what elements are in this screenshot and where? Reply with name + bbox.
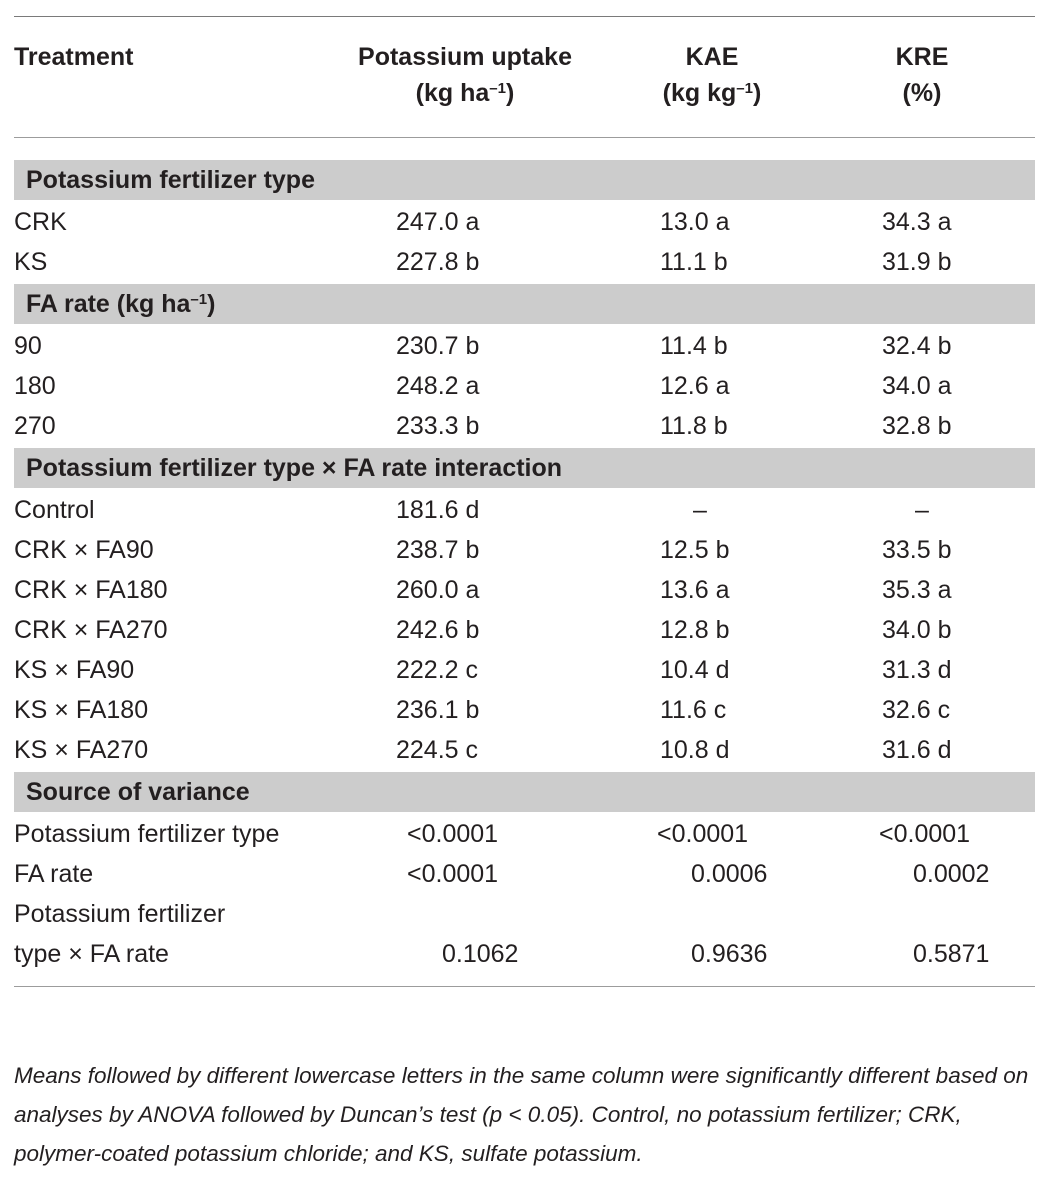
cell-treatment: FA rate	[14, 860, 94, 888]
table-header	[14, 17, 1035, 137]
table-row	[14, 894, 1035, 974]
cell-uptake: 236.1 b	[396, 696, 480, 724]
cell-uptake: 242.6 b	[396, 616, 480, 644]
cell-treatment: Control	[14, 496, 95, 524]
cell-kre: 32.4 b	[882, 332, 952, 360]
cell-kre: 32.8 b	[882, 412, 952, 440]
table-footnote: Means followed by different lowercase letters in the same column were significantly different based on analyses by ANOVA followed by Duncan’s test (p < 0.05). Control, no potassium fertilizer; CRK, polymer-coated potassium chloride; and KS, sulfate potassium.	[14, 1063, 1029, 1166]
cell-treatment: CRK × FA180	[14, 576, 168, 604]
table-row	[14, 854, 1035, 894]
cell-kre: –	[915, 496, 929, 524]
cell-treatment: KS × FA180	[14, 696, 149, 724]
interaction-rows	[14, 490, 1035, 770]
cell-treatment: CRK × FA90	[14, 536, 154, 564]
table-row	[14, 406, 1035, 446]
cell-kae: 0.0006	[691, 860, 768, 888]
fa-rows	[14, 326, 1035, 446]
cell-kae: 12.8 b	[660, 616, 730, 644]
table-row	[14, 530, 1035, 570]
row-kae: 0.9636	[691, 940, 768, 968]
cell-uptake: 233.3 b	[396, 412, 480, 440]
cell-uptake: 260.0 a	[396, 576, 480, 604]
cell-kre: 35.3 a	[882, 576, 952, 604]
table-row	[14, 690, 1035, 730]
cell-treatment: Potassium fertilizer type	[14, 820, 280, 848]
cell-treatment: CRK × FA270	[14, 616, 168, 644]
cell-uptake: <0.0001	[407, 820, 499, 848]
cell-uptake: 238.7 b	[396, 536, 480, 564]
type-rows	[14, 202, 1035, 282]
table-row	[14, 366, 1035, 406]
cell-kre: 34.3 a	[882, 208, 952, 236]
cell-kae: 10.4 d	[660, 656, 730, 684]
cell-uptake: <0.0001	[407, 860, 499, 888]
cell-treatment: CRK	[14, 208, 67, 236]
cell-kre: 33.5 b	[882, 536, 952, 564]
cell-kae: 11.6 c	[660, 696, 727, 724]
row-treatment-line1: Potassium fertilizer	[14, 900, 226, 928]
results-table	[14, 16, 1035, 987]
cell-kae: 11.1 b	[660, 248, 728, 276]
section-fertilizer-type: Potassium fertilizer type	[14, 160, 1035, 200]
cell-kae: 12.6 a	[660, 372, 730, 400]
table-row	[14, 650, 1035, 690]
cell-kae: <0.0001	[657, 820, 749, 848]
bottom-rule	[14, 986, 1035, 987]
table-row	[14, 814, 1035, 854]
cell-kre: 31.6 d	[882, 736, 952, 764]
cell-kae: 13.6 a	[660, 576, 730, 604]
cell-kre: 32.6 c	[882, 696, 951, 724]
cell-treatment: 270	[14, 412, 56, 440]
cell-kae: 10.8 d	[660, 736, 730, 764]
table-row	[14, 490, 1035, 530]
cell-uptake: 222.2 c	[396, 656, 479, 684]
header-potassium-uptake: Potassium uptake (kg $ha^{-1}$)	[358, 43, 572, 107]
cell-treatment: 180	[14, 372, 56, 400]
variance-rows	[14, 814, 1035, 894]
row-uptake: 0.1062	[442, 940, 519, 968]
section-source-of-variance: Source of variance	[14, 772, 1035, 812]
cell-kae: –	[693, 496, 707, 524]
table-row	[14, 242, 1035, 282]
cell-kae: 11.4 b	[660, 332, 728, 360]
cell-treatment: 90	[14, 332, 42, 360]
cell-treatment: KS	[14, 248, 48, 276]
cell-uptake: 181.6 d	[396, 496, 480, 524]
cell-treatment: KS × FA270	[14, 736, 149, 764]
table-row	[14, 610, 1035, 650]
cell-kae: 12.5 b	[660, 536, 730, 564]
header-treatment: Treatment	[14, 43, 134, 71]
header-kre: KRE (%)	[895, 43, 949, 107]
table-row	[14, 326, 1035, 366]
row-kre: 0.5871	[913, 940, 990, 968]
row-treatment-line2: type × FA rate	[14, 940, 169, 968]
table-row	[14, 202, 1035, 242]
table-row	[14, 570, 1035, 610]
table-row	[14, 730, 1035, 770]
cell-uptake: 230.7 b	[396, 332, 480, 360]
cell-kre: 31.3 d	[882, 656, 952, 684]
cell-kre: 34.0 b	[882, 616, 952, 644]
cell-kae: 11.8 b	[660, 412, 728, 440]
cell-uptake: 224.5 c	[396, 736, 479, 764]
cell-kae: 13.0 a	[660, 208, 730, 236]
cell-kre: 0.0002	[913, 860, 990, 888]
cell-uptake: 247.0 a	[396, 208, 480, 236]
cell-uptake: 248.2 a	[396, 372, 480, 400]
cell-treatment: KS × FA90	[14, 656, 135, 684]
section-interaction: Potassium fertilizer type × FA rate interaction	[14, 448, 1035, 488]
cell-kre: 31.9 b	[882, 248, 952, 276]
cell-kre: <0.0001	[879, 820, 971, 848]
header-kae: KAE (kg $kg^{-1}$)	[662, 43, 762, 107]
cell-kre: 34.0 a	[882, 372, 952, 400]
section-fa-rate: FA rate (kg $ha^{-1}$)	[14, 284, 1035, 324]
cell-uptake: 227.8 b	[396, 248, 480, 276]
